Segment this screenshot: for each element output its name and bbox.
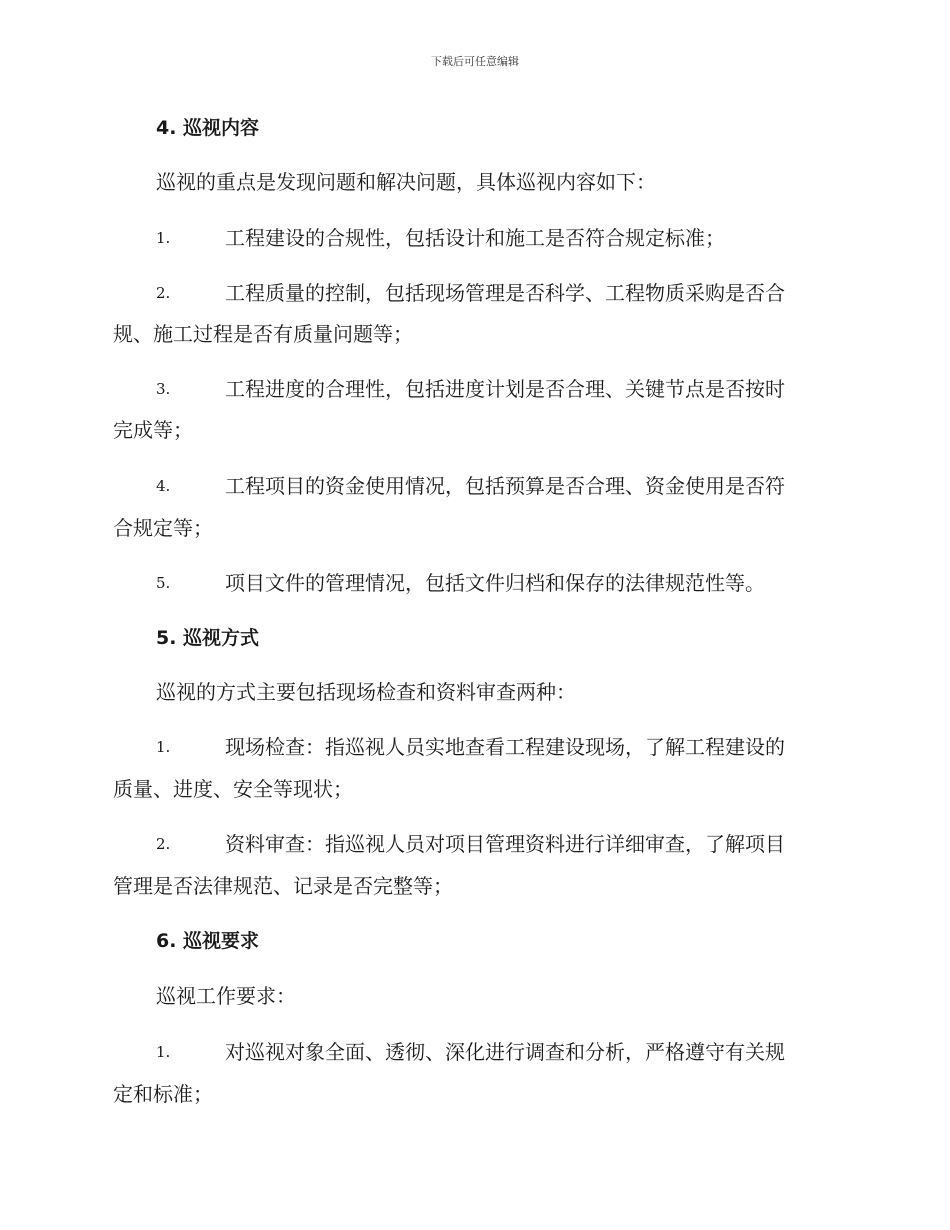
list-item: 资料审查：指巡视人员对项目管理资料进行详细审查，了解项目 xyxy=(225,832,785,856)
list-number: 3. xyxy=(156,380,171,398)
list-item-continuation: 定和标准； xyxy=(113,1082,213,1106)
section-heading: 5. 巡视方式 xyxy=(156,627,260,649)
list-item-continuation: 合规定等； xyxy=(113,516,213,540)
list-number: 2. xyxy=(156,284,171,302)
list-item: 工程建设的合规性，包括设计和施工是否符合规定标准； xyxy=(225,226,725,250)
paragraph: 巡视的方式主要包括现场检查和资料审查两种： xyxy=(156,680,576,704)
list-item: 项目文件的管理情况，包括文件归档和保存的法律规范性等。 xyxy=(225,571,765,595)
list-item: 工程项目的资金使用情况，包括预算是否合理、资金使用是否符 xyxy=(225,474,785,498)
list-item: 工程进度的合理性，包括进度计划是否合理、关键节点是否按时 xyxy=(225,377,785,401)
list-number: 1. xyxy=(156,738,171,756)
list-item: 对巡视对象全面、透彻、深化进行调查和分析，严格遵守有关规 xyxy=(225,1040,785,1064)
list-item-continuation: 规、施工过程是否有质量问题等； xyxy=(113,322,413,346)
list-item-continuation: 完成等； xyxy=(113,418,193,442)
list-number: 1. xyxy=(156,1043,171,1061)
list-number: 1. xyxy=(156,229,171,247)
list-item-continuation: 质量、进度、安全等现状； xyxy=(113,777,353,801)
list-item: 工程质量的控制，包括现场管理是否科学、工程物质采购是否合 xyxy=(225,281,785,305)
section-heading: 6. 巡视要求 xyxy=(156,930,260,952)
list-item: 现场检查：指巡视人员实地查看工程建设现场，了解工程建设的 xyxy=(225,735,785,759)
list-number: 2. xyxy=(156,835,171,853)
page-header: 下载后可任意编辑 xyxy=(431,55,519,68)
paragraph: 巡视的重点是发现问题和解决问题，具体巡视内容如下： xyxy=(156,170,656,194)
section-heading: 4. 巡视内容 xyxy=(156,117,260,139)
list-number: 4. xyxy=(156,477,171,495)
paragraph: 巡视工作要求： xyxy=(156,984,296,1008)
list-item-continuation: 管理是否法律规范、记录是否完整等； xyxy=(113,874,453,898)
list-number: 5. xyxy=(156,574,171,592)
